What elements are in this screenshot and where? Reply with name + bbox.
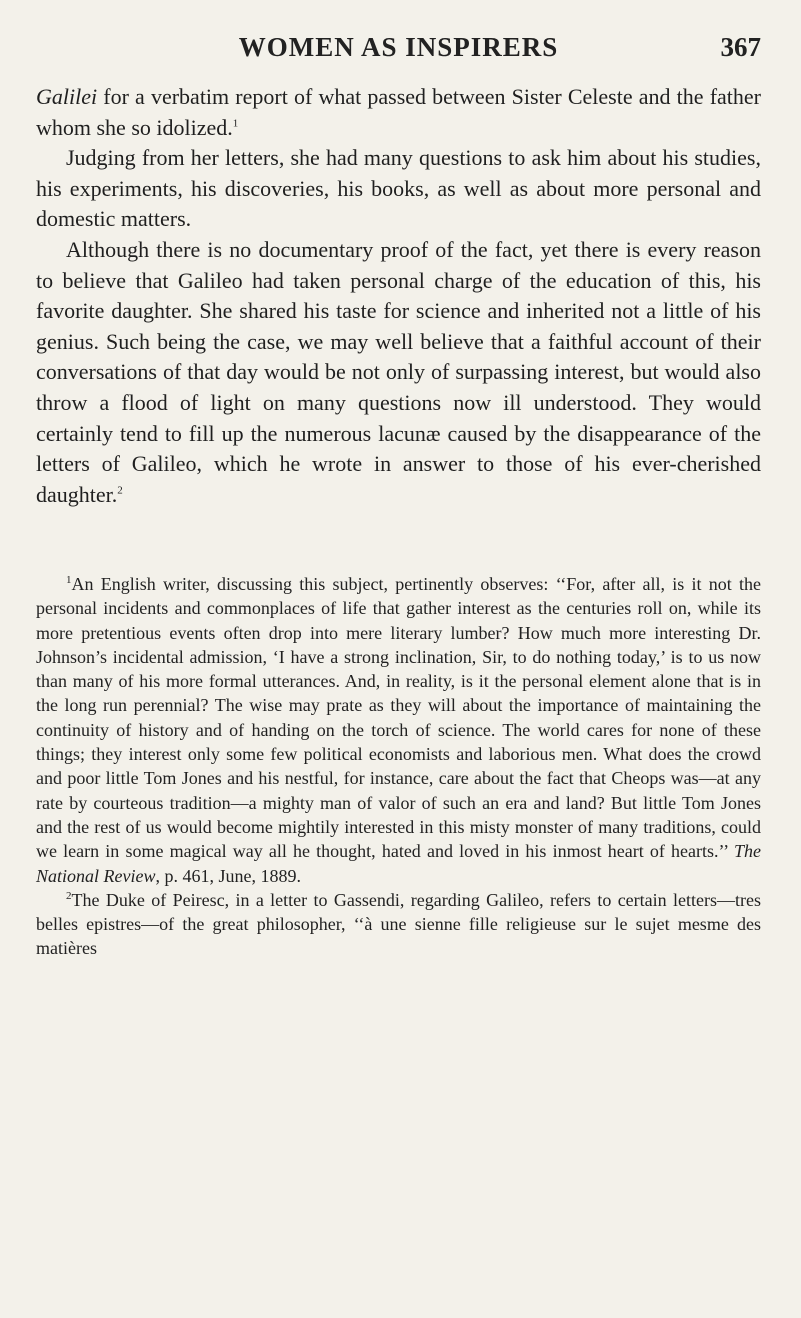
footnote-1-marker: 1 — [66, 574, 72, 586]
footnote-1-text: An English writer, discussing this subject, pertinently observes: ‘‘For, after all, is it not the personal incidents and commonplaces of life that gather interest as the centuries roll on, while its more pretentious events often drop into mere literary lumber? How much more interesting Dr. Johnson’s incidental admission, ‘I have a strong inclination, Sir, to do nothing today,’ is to us now than many of his more formal utterances. And, in reality, is it the personal element alone that is in the long run perennial? The wise may prate as they will about the importance of maintaining the continuity of history and of handing on the torch of science. The world cares for none of these things; they interest only some few political economists and laborious men. What does the crowd and poor little Tom Jones and his nestful, for instance, care about the fact that Cheops was—at any rate by courteous tradition—a mighty man of valor of such an era and land? But little Tom Jones and the rest of us would become mightily interested in this misty monster of many traditions, could we learn in some magical way all he thought, hated and loved in his inmost heart of hearts.’’ — [36, 574, 761, 862]
paragraph-3 — [36, 235, 761, 510]
paragraph-1-lead: Galilei — [36, 84, 98, 109]
paragraph-3-text: Although there is no documentary proof of the fact, yet there is every reason to believe that Galileo had taken personal charge of the education of this, his favorite daughter. She shared his taste for science and inherited not a little of his genius. Such being the case, we may well believe that a faithful account of their conversations of that day would be not only of surpassing interest, but would also throw a flood of light on many questions now ill understood. They would certainly tend to fill up the numerous lacunæ caused by the disappearance of the letters of Galileo, which he wrote in answer to those of his ever-cherished daughter. — [36, 236, 761, 507]
footnote-2-marker: 2 — [66, 889, 72, 902]
running-head: WOMEN AS INSPIRERS — [238, 32, 559, 62]
footnote-ref-1: 1 — [232, 117, 239, 130]
paragraph-2-text: Judging from her letters, she had many questions to ask him about his studies, his experiments, his discoveries, his books, as well as about more personal and domestic matters. — [36, 145, 761, 232]
paragraph-1 — [36, 82, 761, 143]
footnote-2 — [36, 888, 761, 961]
main-text — [36, 82, 761, 510]
footnote-2-text: The Duke of Peiresc, in a letter to Gassendi, regarding Galileo, refers to certain letters—tres belles epistres—of the great philosopher, ‘‘à une sienne fille religieuse sur le sujet mesme des matières — [36, 889, 761, 959]
book-page — [36, 0, 761, 1318]
footnote-1-source-title: The National Review — [36, 841, 761, 886]
footnote-1 — [36, 572, 761, 888]
paragraph-1-text: for a verbatim report of what passed between Sister Celeste and the father whom she so idolized. — [36, 84, 761, 140]
footnotes — [36, 572, 761, 961]
footnote-1-source-details: , p. 461, June, 1889. — [155, 865, 301, 886]
footnote-ref-2: 2 — [117, 484, 123, 497]
page-header — [36, 32, 761, 68]
paragraph-2 — [36, 143, 761, 235]
page-number: 367 — [720, 32, 761, 62]
